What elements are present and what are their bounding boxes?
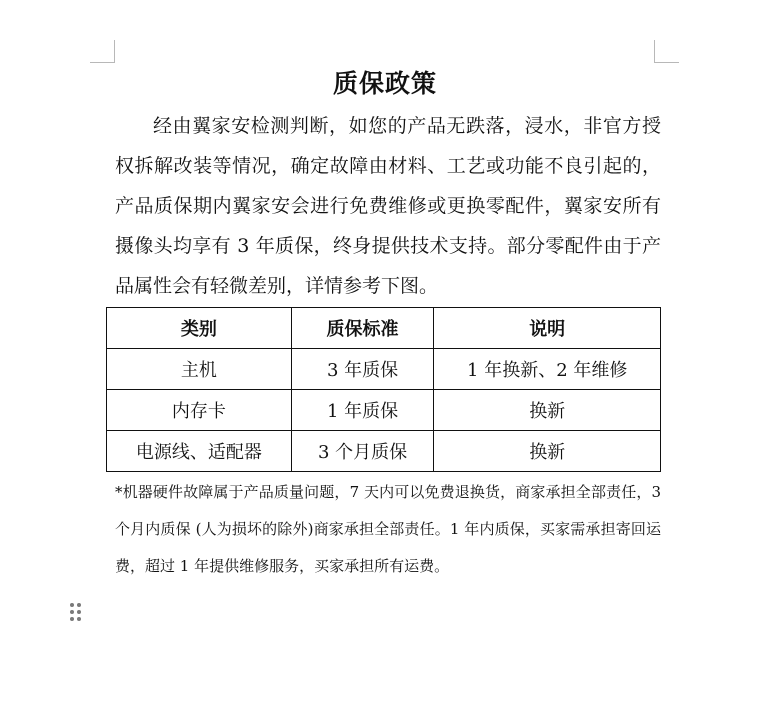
policy-paragraph: 经由翼家安检测判断，如您的产品无跌落，浸水，非官方授权拆解改装等情况，确定故障由材料、工艺或功能不良引起的，产品质保期内翼家安会进行免费维修或更换零配件，翼家安所有摄像头均享有 3 年质保，终身提供技术支持。部分零配件由于产品属性会有轻微差别，详情参考下图。 bbox=[115, 115, 661, 297]
table-cell: 3 年质保 bbox=[291, 349, 434, 390]
table-cell: 主机 bbox=[107, 349, 292, 390]
table-cell: 1 年质保 bbox=[291, 390, 434, 431]
table-row bbox=[107, 349, 661, 390]
header-warranty-standard: 质保标准 bbox=[291, 308, 434, 349]
table-cell: 换新 bbox=[434, 431, 661, 472]
header-category: 类别 bbox=[107, 308, 292, 349]
table-cell: 内存卡 bbox=[107, 390, 292, 431]
table-row bbox=[107, 431, 661, 472]
table-header-row bbox=[107, 308, 661, 349]
table-cell: 1 年换新、2 年维修 bbox=[434, 349, 661, 390]
warranty-table bbox=[106, 307, 661, 472]
footnote: *机器硬件故障属于产品质量问题，7 天内可以免费退换货，商家承担全部责任，3 个月内质保 (人为损坏的除外)商家承担全部责任。1 年内质保，买家需承担寄回运费，超过 1 年提供维修服务，买家承担所有运费。 bbox=[115, 483, 661, 575]
header-description: 说明 bbox=[434, 308, 661, 349]
table-cell: 3 个月质保 bbox=[291, 431, 434, 472]
table-cell: 换新 bbox=[434, 390, 661, 431]
table-row bbox=[107, 390, 661, 431]
page-title: 质保政策 bbox=[332, 69, 437, 98]
page-corner-top-left bbox=[90, 40, 115, 63]
drag-handle-icon[interactable] bbox=[70, 603, 82, 621]
table-cell: 电源线、适配器 bbox=[107, 431, 292, 472]
page-corner-top-right bbox=[654, 40, 679, 63]
